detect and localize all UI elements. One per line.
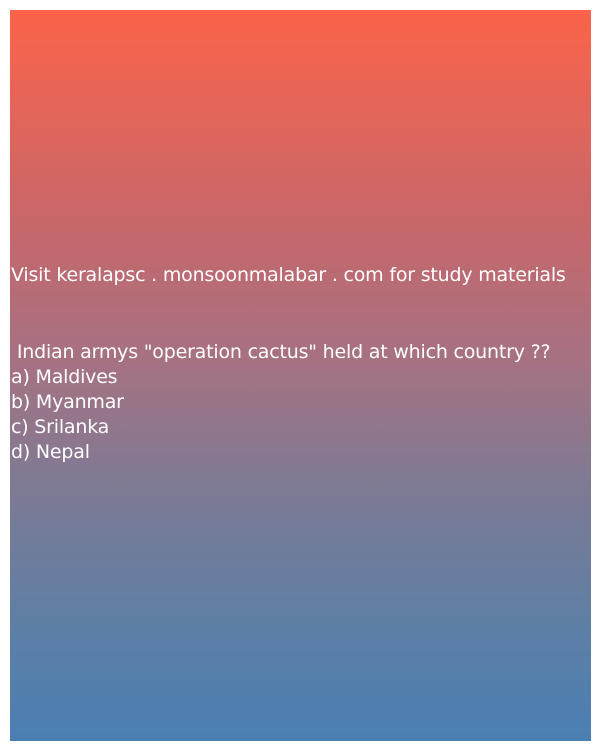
promo-text: Visit keralapsc . monsoonmalabar . com for study materials [11, 264, 566, 286]
option-b: b) Myanmar [11, 391, 124, 413]
quiz-card [10, 10, 591, 741]
answer-options [11, 365, 124, 465]
question-text: Indian armys "operation cactus" held at which country ?? [11, 341, 551, 363]
option-d: d) Nepal [11, 441, 90, 463]
option-c: c) Srilanka [11, 416, 110, 438]
option-a: a) Maldives [11, 366, 118, 388]
